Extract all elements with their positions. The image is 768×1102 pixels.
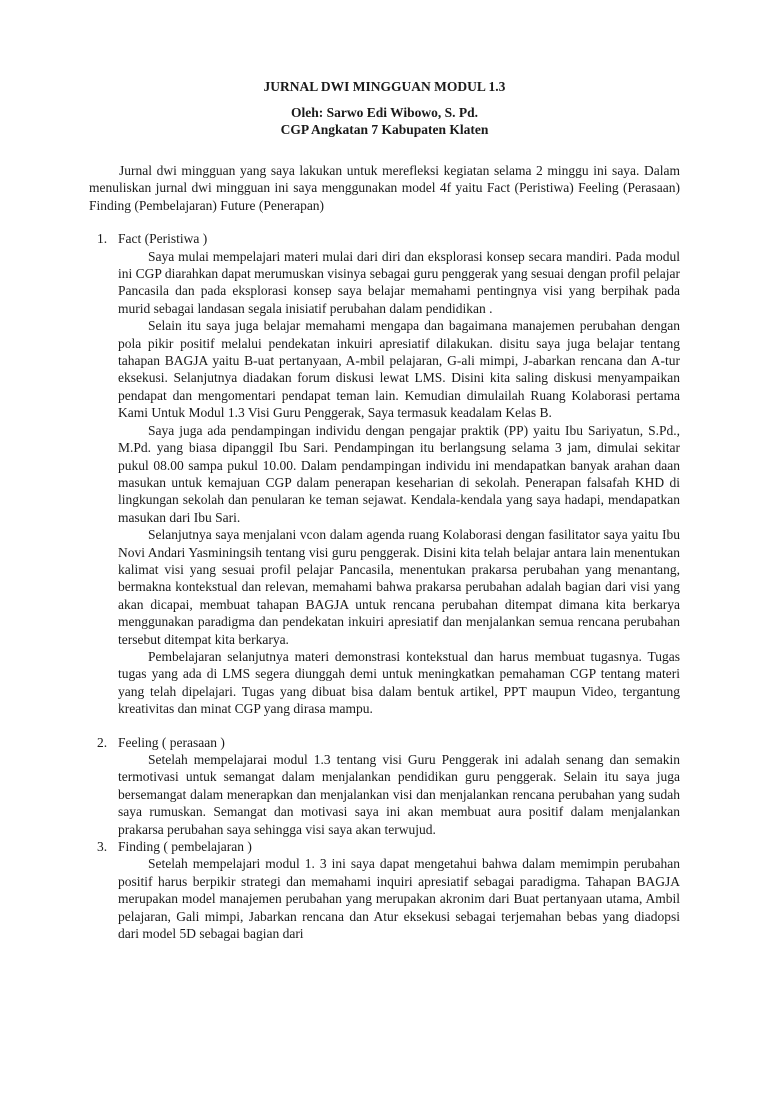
section-number: 1.: [97, 231, 108, 247]
section-paragraph: Pembelajaran selanjutnya materi demonstrasi kontekstual dan harus membuat tugasnya. Tugas tugas yang ada di LMS segera diunggah demi untuk meningkatkan pemahaman CGP tentang materi yang telah dipelajari. Tugas yang dibuat bisa dalam bentuk artikel, PPT maupun Video, tergantung kreativitas dan minat CGP yang dirasa mampu.: [118, 648, 680, 717]
section-finding: [89, 838, 680, 942]
section-feeling: [89, 734, 680, 838]
section-paragraph: Selanjutnya saya menjalani vcon dalam agenda ruang Kolaborasi dengan fasilitator saya yaitu Ibu Novi Andari Yasminingsih tentang visi guru penggerak. Disini kita telah belajar antara lain menentukan kalimat visi yang sesuai profil pelajar Pancasila, menentukan prakarsa perubahan yang menantang, bermakna kontekstual dan relevan, memahami bahwa prakarsa perubahan adalah bagian dari visi yang akan dicapai, membuat tahapan BAGJA untuk rencana perubahan ditempat dimana kita berkarya menggunakan paradigma dan pendekatan inkuiri apresiatif dan menjalankan semua rencana perubahan tersebut ditempat kita berkarya.: [118, 527, 680, 647]
page-title: JURNAL DWI MINGGUAN MODUL 1.3: [263, 79, 506, 94]
section-title: Finding ( pembelajaran ): [118, 839, 252, 855]
page-content: [89, 78, 680, 1102]
section-paragraph: Saya juga ada pendampingan individu dengan pengajar praktik (PP) yaitu Ibu Sariyatun, S.Pd., M.Pd. yang biasa dipanggil Ibu Sari. Pendampingan itu berlangsung selama 3 jam, dimulai sekitar pukul 08.00 sampa pukul 10.00. Dalam pendampingan individu ini mendapatkan banyak arahan daan masukan untuk kemajuan CGP dalam penerapan keseharian di sekolah. Penerapan falsafah KHD di lingkungan sekolah dan penularan ke teman sejawat. Kendala-kendala yang saya hadapi, mendapatkan masukan dari Ibu Sari.: [118, 422, 680, 525]
section-fact: [89, 230, 680, 717]
section-paragraph: Setelah mempelajari modul 1. 3 ini saya dapat mengetahui bahwa dalam memimpin perubahan positif harus berpikir strategi dan memahami inquiri apresiatif sebagai paradigma. Tahapan BAGJA merupakan model manajemen perubahan yang merupakan akronim dari Buat pertanyaan utama, Ambil pelajaran, Gali mimpi, Jabarkan rencana dan Atur eksekusi sebagai terjemahan bebas yang diadopsi dari model 5D sebagai bagian dari: [118, 856, 680, 942]
section-paragraph: Selain itu saya juga belajar memahami mengapa dan bagaimana manajemen perubahan dengan pola pikir positif melalui pendekatan inkuiri apresiatif dilakukan. disitu saya juga belajar tentang tahapan BAGJA yaitu B-uat pertanyaan, A-mbil pelajaran, G-ali mimpi, J-abarkan rencana dan A-tur eksekusi. Selanjutnya diadakan forum diskusi lewat LMS. Disini kita saling diskusi menyampaikan pendapat dan mengomentari pendapat teman lain. Kemudian dimulailah Ruang Kolaborasi pertama Kami Untuk Modul 1.3 Visi Guru Penggerak, Saya termasuk keadalam Kelas B.: [118, 318, 680, 421]
section-paragraph: Setelah mempelajarai modul 1.3 tentang visi Guru Penggerak ini adalah senang dan semakin termotivasi untuk semangat dalam menjalankan pendidikan guru penggerak. Selain itu saya juga bersemangat dalam menerapkan dan menjalankan visi dan menjalankan rencana perubahan yang sudah saya rumuskan. Semangat dan motivasi saya ini akan membuat aura positif dalam menjalankan prakarsa perubahan saya sehingga visi saya akan terwujud.: [118, 752, 680, 837]
section-title: Feeling ( perasaan ): [118, 734, 225, 750]
intro-paragraph: Jurnal dwi mingguan yang saya lakukan untuk merefleksi kegiatan selama 2 minggu ini saya. Dalam menuliskan jurnal dwi mingguan ini saya menggunakan model 4f yaitu Fact (Peristiwa) Feeling (Perasaan) Finding (Pembelajaran) Future (Penerapan): [89, 163, 680, 213]
author-line: Oleh: Sarwo Edi Wibowo, S. Pd.: [290, 105, 479, 120]
section-title: Fact (Peristiwa ): [118, 231, 208, 247]
section-number: 3.: [97, 839, 108, 855]
section-number: 2.: [97, 734, 108, 750]
section-list: [89, 230, 680, 942]
section-paragraph: Saya mulai mempelajari materi mulai dari diri dan eksplorasi konsep secara mandiri. Pada modul ini CGP diarahkan dapat merumuskan visinya sebagai guru penggerak yang sesuai dengan profil pelajar Pancasila dan pada eksplorasi konsep saya belajar memahami pentingnya visi yang berpihak pada murid sebagai landasan segala inisiatif perubahan dalam pendidikan .: [118, 248, 680, 316]
affiliation-line: CGP Angkatan 7 Kabupaten Klaten: [280, 122, 489, 137]
